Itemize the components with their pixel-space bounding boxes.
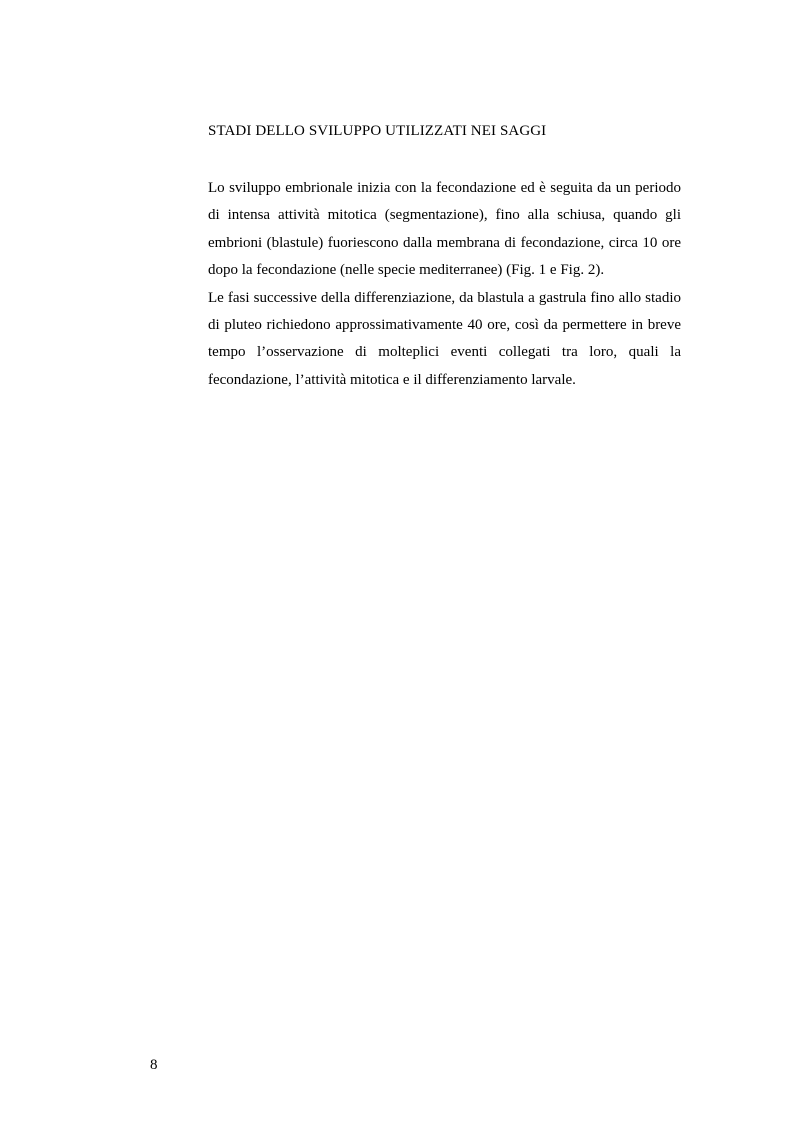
section-heading: STADI DELLO SVILUPPO UTILIZZATI NEI SAGGI (208, 123, 547, 139)
body-text (208, 175, 681, 394)
page-number: 8 (150, 1057, 158, 1073)
paragraph: Lo sviluppo embrionale inizia con la fecondazione ed è seguita da un periodo di intensa attività mitotica (segmentazione), fino alla schiusa, quando gli embrioni (blastule) fuoriescono dalla membrana di fecondazione, circa 10 ore dopo la fecondazione (nelle specie mediterranee) (Fig. 1 e Fig. 2). (208, 180, 681, 279)
paragraph: Le fasi successive della differenziazione, da blastula a gastrula fino allo stadio di pluteo richiedono approssimativamente 40 ore, così da permettere in breve tempo l’osservazione di molteplici eventi collegati tra loro, quali la fecondazione, l’attività mitotica e il differenziamento larvale. (208, 289, 681, 388)
